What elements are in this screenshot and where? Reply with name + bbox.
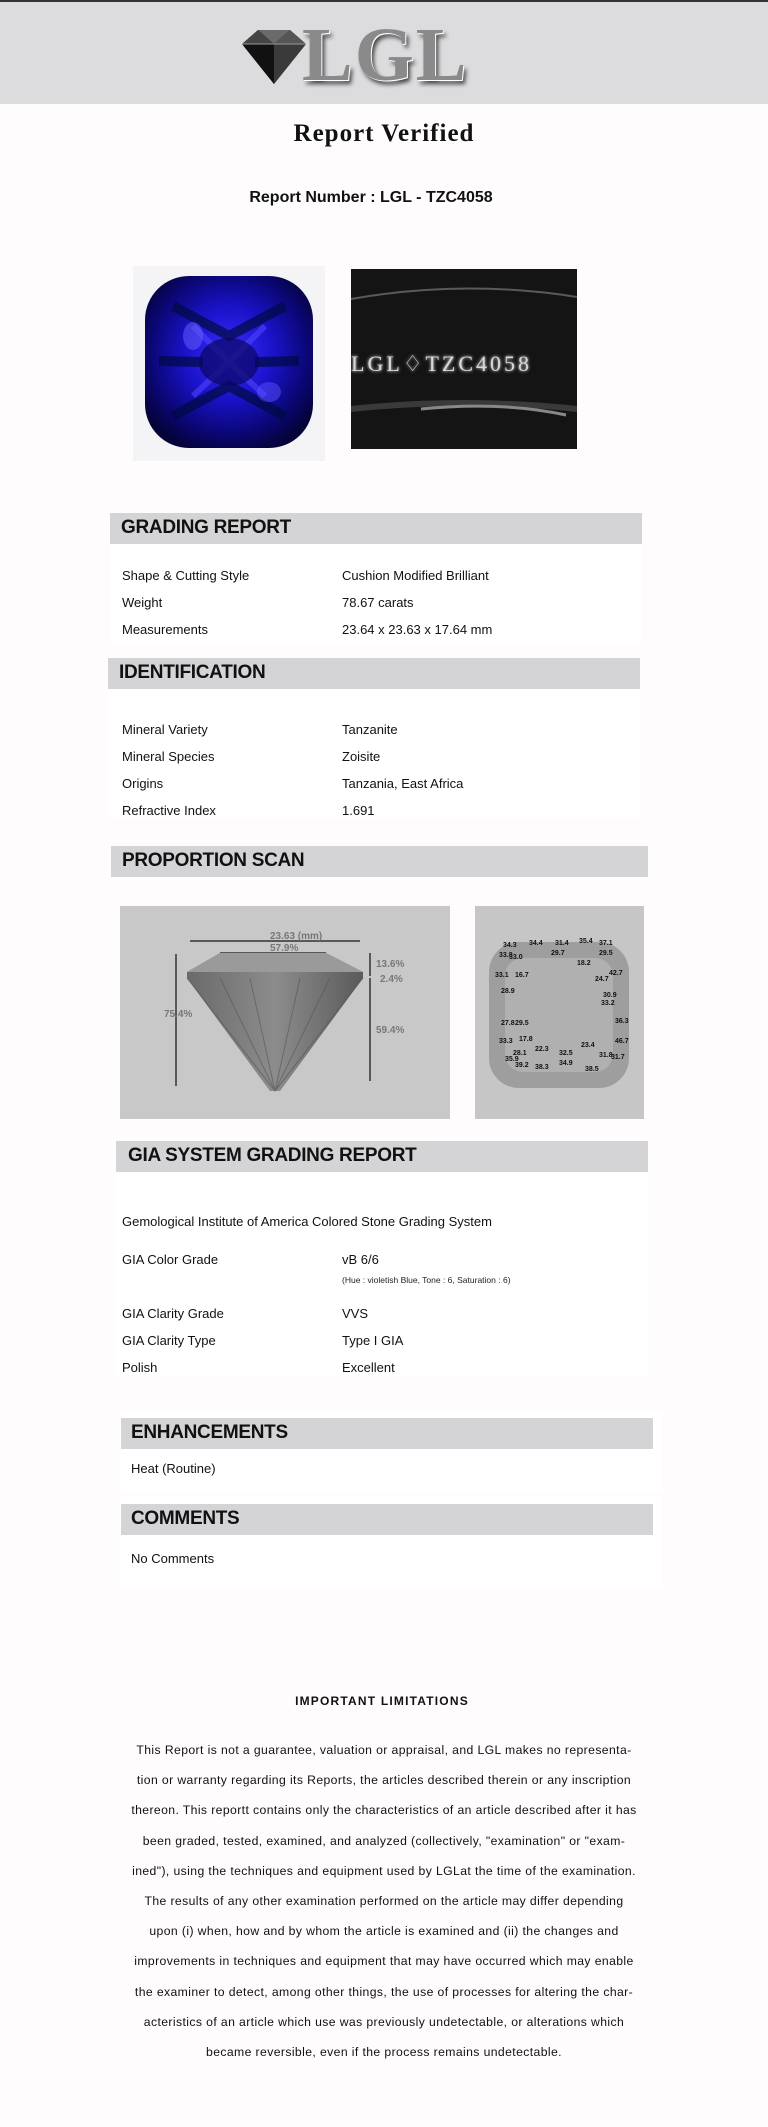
facet-angle-label: 34.3 <box>503 942 517 949</box>
row-value: Cushion Modified Brilliant <box>342 568 489 583</box>
inscription-text: LGL♢TZC4058 <box>351 351 533 376</box>
row-value: 1.691 <box>342 803 375 818</box>
row-label: Origins <box>122 776 164 791</box>
gia-system-panel <box>116 1141 648 1377</box>
limitations-line: became reversible, even if the process remains undetectable. <box>206 2045 562 2060</box>
row-label: GIA Clarity Grade <box>122 1306 224 1321</box>
proportion-profile-diagram <box>120 906 450 1119</box>
grading-report-header <box>110 513 642 544</box>
facet-angle-label: 23.4 <box>581 1042 595 1049</box>
color-grade-note: (Hue : violetish Blue, Tone : 6, Saturation : 6) <box>342 1275 511 1285</box>
facet-angle-label: 29.5 <box>599 950 613 957</box>
facet-angle-label: 35.4 <box>579 938 593 945</box>
profile-girdle-label: 2.4% <box>380 974 403 985</box>
facet-angle-label: 24.7 <box>595 976 609 983</box>
facet-angle-label: 33.2 <box>601 1000 615 1007</box>
section-title: ENHANCEMENTS <box>131 1422 288 1443</box>
gemstone-photo <box>133 266 325 461</box>
facet-angle-label: 42.7 <box>609 970 623 977</box>
limitations-line: The results of any other examination performed on the article may differ depending <box>144 1894 624 1909</box>
row-label: Mineral Species <box>122 749 215 764</box>
comments-header <box>121 1504 653 1535</box>
row-label: Shape & Cutting Style <box>122 568 250 583</box>
facet-angle-label: 18.2 <box>577 960 591 967</box>
facet-angle-label: 31.7 <box>611 1054 625 1061</box>
row-value: 23.64 x 23.63 x 17.64 mm <box>342 622 493 637</box>
identification-panel <box>108 658 640 818</box>
gia-system-header <box>116 1141 648 1172</box>
facet-angle-label: 22.3 <box>535 1046 549 1053</box>
grading-report-panel <box>110 513 642 645</box>
limitations-line: been graded, tested, examined, and analyzed (collectively, "examination" or "exam- <box>142 1833 626 1848</box>
row-value: Type I GIA <box>342 1333 404 1348</box>
inscription-photo <box>351 269 577 449</box>
section-title: COMMENTS <box>131 1508 240 1529</box>
facet-angle-label: 31.4 <box>555 940 569 947</box>
limitations-line: the examiner to detect, among other things, the use of processes for altering the char- <box>134 1984 634 1999</box>
facet-angle-label: 32.5 <box>559 1050 573 1057</box>
lgl-logo <box>234 13 494 97</box>
facet-angle-label: 46.7 <box>615 1038 629 1045</box>
row-label: Mineral Variety <box>122 722 208 737</box>
profile-width-label: 23.63 (mm) <box>270 931 323 942</box>
row-value: Tanzanite <box>342 722 398 737</box>
facet-angle-label: 29.5 <box>515 1020 529 1027</box>
facet-angle-label: 35.9 <box>505 1056 519 1063</box>
profile-pavilion-label: 59.4% <box>376 1025 405 1036</box>
facet-angle-label: 28.9 <box>501 988 515 995</box>
facet-angle-label: 34.4 <box>529 940 543 947</box>
section-title: GIA SYSTEM GRADING REPORT <box>128 1145 417 1166</box>
facet-angle-label: 17.8 <box>519 1036 533 1043</box>
limitations-line: improvements in techniques and equipment that may have occurred which may enable <box>134 1954 634 1969</box>
limitations-line: upon (i) when, how and by whom the article is examined and (ii) the changes and <box>149 1924 619 1939</box>
facet-angle-label: 16.7 <box>515 972 529 979</box>
identification-header <box>108 658 640 689</box>
section-title: PROPORTION SCAN <box>122 850 305 871</box>
row-value: Excellent <box>342 1360 395 1375</box>
facet-angle-label: 33.8 <box>499 952 513 959</box>
section-title: IDENTIFICATION <box>119 662 266 683</box>
row-value: vB 6/6 <box>342 1252 379 1267</box>
header-bar <box>0 2 768 104</box>
facet-angle-label: 33.3 <box>499 1038 513 1045</box>
row-value: Tanzania, East Africa <box>342 776 464 791</box>
logo-text: LGL <box>302 13 469 97</box>
facet-angle-label: 31.8 <box>599 1052 613 1059</box>
report-number: Report Number : LGL - TZC4058 <box>249 189 493 206</box>
row-label: Polish <box>122 1360 158 1375</box>
row-value: Zoisite <box>342 749 381 764</box>
facet-angle-label: 36.3 <box>615 1018 629 1025</box>
facet-angle-label: 30.9 <box>603 992 617 999</box>
facet-angle-label: 33.0 <box>509 954 523 961</box>
profile-depth-label: 75.4% <box>164 1009 193 1020</box>
proportion-top-view <box>475 906 644 1119</box>
limitations-title: IMPORTANT LIMITATIONS <box>295 1694 469 1708</box>
facet-angle-label: 39.2 <box>515 1062 529 1069</box>
facet-angle-label: 27.8 <box>501 1020 515 1027</box>
enhancements-text: Heat (Routine) <box>131 1461 216 1476</box>
row-label: Measurements <box>122 622 208 637</box>
row-label: GIA Clarity Type <box>122 1333 216 1348</box>
limitations-line: acteristics of an article which use was previously undetectable, or alterations which <box>143 2014 625 2029</box>
row-label: GIA Color Grade <box>122 1252 219 1267</box>
facet-angle-label: 38.5 <box>585 1066 599 1073</box>
gia-system-name: Gemological Institute of America Colored Stone Grading System <box>122 1214 492 1229</box>
profile-table-label: 57.9% <box>270 943 299 954</box>
comments-panel <box>119 1496 662 1588</box>
comments-text: No Comments <box>131 1551 215 1566</box>
limitations-text <box>116 1735 652 2067</box>
limitations-line: ined"), using the techniques and equipment used by LGLat the time of the examination. <box>132 1863 636 1878</box>
row-label: Weight <box>122 595 163 610</box>
limitations-line: thereon. This reportt contains only the characteristics of an article described after it has <box>131 1803 637 1818</box>
limitations-line: This Report is not a guarantee, valuation or appraisal, and LGL makes no representa- <box>136 1743 632 1757</box>
row-value: VVS <box>342 1306 369 1321</box>
facet-angle-label: 29.7 <box>551 950 565 957</box>
facet-angle-label: 34.9 <box>559 1060 573 1067</box>
limitations-line: tion or warranty regarding its Reports, the articles described therein or any inscription <box>136 1773 632 1788</box>
row-value: 78.67 carats <box>342 595 414 610</box>
row-label: Refractive Index <box>122 803 216 818</box>
facet-angle-label: 37.1 <box>599 940 613 947</box>
enhancements-panel <box>119 1411 662 1491</box>
page-title: Report Verified <box>293 120 475 147</box>
proportion-scan-header <box>111 846 648 877</box>
facet-angle-label: 33.1 <box>495 972 509 979</box>
facet-angle-label: 38.3 <box>535 1064 549 1071</box>
facet-angle-label: 28.1 <box>513 1050 527 1057</box>
enhancements-header <box>121 1418 653 1449</box>
section-title: GRADING REPORT <box>121 517 291 538</box>
profile-crown-label: 13.6% <box>376 959 405 970</box>
